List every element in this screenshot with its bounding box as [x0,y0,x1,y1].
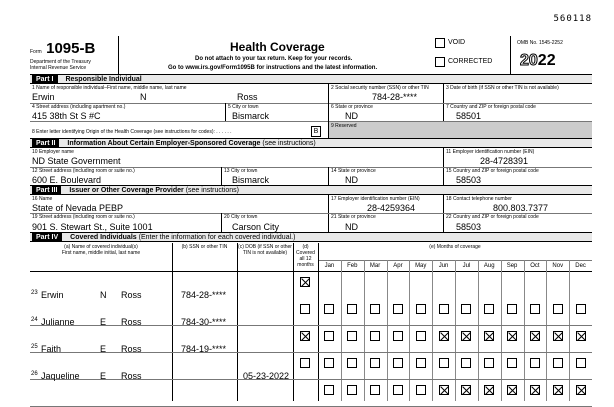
field20-label: 20 City or town [224,214,258,220]
month-checkbox-may[interactable] [416,304,426,314]
field2-label: 2 Social security number (SSN) or other TIN [331,85,429,91]
col-c-line2: TIN is not available) [242,250,288,256]
part3-header [30,185,592,195]
notice-attach: Do not attach to your tax return. Keep for your records. [195,56,353,62]
part2-title-note: (see instructions) [262,140,316,147]
part3-title: Issuer or Other Coverage Provider [69,187,184,194]
part3-tag: Part III [32,186,61,195]
row-first-name: Erwin [41,290,64,300]
all-12-months-checkbox[interactable] [300,331,310,341]
month-checkbox-jul[interactable] [461,304,471,314]
row-first-name: Julianne [41,317,75,327]
month-header-dec: Dec [575,263,586,269]
field8-label: 8 Enter letter identifying Origin of the Health Coverage (see instructions for codes): . . . . . . [32,129,232,135]
irs-name: Internal Revenue Service [30,65,87,71]
month-checkbox-sep[interactable] [507,385,517,395]
field19-label: 19 Street address (including room or suite no.) [32,214,135,220]
year-suffix: 22 [537,52,556,69]
field16-label: 16 Name [32,196,53,202]
field15-value: 58503 [456,175,482,185]
field4-value: 415 38th St S #C [32,111,101,121]
field20-value: Carson City [232,222,280,232]
field21-value: ND [345,222,358,232]
month-checkbox-aug[interactable] [484,385,494,395]
field13-value: Bismarck [232,175,270,185]
month-checkbox-dec[interactable] [576,304,586,314]
month-checkbox-mar[interactable] [370,331,380,341]
field18-value: 800.803.7377 [493,203,549,213]
month-header-jul: Jul [462,263,471,269]
month-checkbox-jun[interactable] [439,385,449,395]
month-checkbox-nov[interactable] [553,331,563,341]
month-checkbox-mar[interactable] [370,304,380,314]
field7-value: 58501 [456,111,482,121]
month-checkbox-apr[interactable] [393,385,403,395]
part1-tag: Part I [32,75,58,84]
month-checkbox-sep[interactable] [507,358,517,368]
field1-middle: N [140,92,147,102]
month-checkbox-jan[interactable] [324,304,334,314]
void-label: VOID [448,39,466,46]
month-checkbox-jul[interactable] [461,331,471,341]
dept-treasury: Department of the Treasury [30,59,91,65]
col-b-header: (b) SSN or other TIN [181,244,228,250]
field22-value: 58503 [456,222,482,232]
all-12-months-checkbox[interactable] [300,358,310,368]
month-header-jun: Jun [438,263,449,269]
row-last-name: Ross [121,317,142,327]
month-checkbox-aug[interactable] [484,358,494,368]
month-header-aug: Aug [483,263,495,269]
year-prefix: 20 [520,52,538,69]
field9-reserved-area [329,122,592,139]
month-checkbox-feb[interactable] [347,385,357,395]
month-header-sep: Sep [506,263,518,269]
row-ssn: 784-19-**** [181,344,227,354]
row-first-name: Faith [41,344,62,354]
part1-title: Responsible Individual [65,76,142,83]
field2-value: 784-28-**** [372,92,418,102]
part2-tag: Part II [32,139,59,148]
month-checkbox-jun[interactable] [439,358,449,368]
month-checkbox-apr[interactable] [393,331,403,341]
field22-label: 22 Country and ZIP or foreign postal code [446,214,539,220]
part4-title-note: (Enter the information for each covered individual.) [138,234,296,241]
field18-label: 18 Contact telephone number [446,196,512,202]
month-checkbox-oct[interactable] [530,358,540,368]
month-checkbox-dec[interactable] [576,331,586,341]
row-number: 24 [31,317,38,323]
row-middle-initial: E [100,317,107,327]
form-title: Health Coverage [230,40,325,54]
row-middle-initial: E [100,371,107,381]
col-d-header [293,244,318,268]
month-checkbox-sep[interactable] [507,331,517,341]
col-a-line1: (a) Name of covered individual(s) [64,244,138,250]
month-checkbox-feb[interactable] [347,304,357,314]
field7-label: 7 Country and ZIP or foreign postal code [446,104,536,110]
part4-tag: Part IV [32,233,62,242]
month-checkbox-jan[interactable] [324,385,334,395]
col-c-header [237,244,293,256]
corrected-checkbox[interactable] [435,57,445,67]
month-checkbox-feb[interactable] [347,358,357,368]
row-last-name: Ross [121,344,142,354]
month-checkbox-dec[interactable] [576,358,586,368]
row-middle-initial: N [100,290,107,300]
field13-label: 13 City or town [224,168,258,174]
field1-last: Ross [237,92,258,102]
month-checkbox-aug[interactable] [484,331,494,341]
row-number: 25 [31,344,38,350]
field3-label: 3 Date of birth (if SSN or other TIN is not available) [446,85,559,91]
month-header-feb: Feb [347,263,358,269]
corner-code: 560118 [553,14,592,24]
part4-title: Covered Individuals [70,234,137,241]
part1-header [30,74,592,84]
month-checkbox-oct[interactable] [530,304,540,314]
field5-label: 5 City or town [228,104,259,110]
col-a-line2: First name, middle initial, last name [61,250,141,256]
month-header-jan: Jan [324,263,335,269]
month-checkbox-jul[interactable] [461,385,471,395]
row-number: 23 [31,290,38,296]
field10-value: ND State Government [32,156,121,166]
field12-label: 12 Street address (including room or suite no.) [32,168,135,174]
row-last-name: Ross [121,290,142,300]
month-checkbox-jun[interactable] [439,304,449,314]
part3-title-note: (see instructions) [185,187,239,194]
field5-value: Bismarck [232,111,270,121]
field9-label: 9 Reserved [331,123,357,129]
field8-origin-box[interactable] [311,126,321,137]
month-checkbox-nov[interactable] [553,304,563,314]
row-ssn: 784-30-**** [181,317,227,327]
month-checkbox-aug[interactable] [484,304,494,314]
month-header-may: May [415,263,427,269]
field19-value: 901 S. Stewart St., Suite 1001 [32,222,153,232]
field15-label: 15 Country and ZIP or foreign postal code [446,168,539,174]
col-c-line1: (c) DOB (if SSN or other [238,244,292,250]
form-number [30,40,95,58]
row-last-name: Ross [121,371,142,381]
field17-label: 17 Employer identification number (EIN) [331,196,420,202]
month-checkbox-oct[interactable] [530,331,540,341]
part2-header [30,138,592,148]
corrected-label: CORRECTED [448,58,493,65]
field14-value: ND [345,175,358,185]
row-ssn: 784-28-**** [181,290,227,300]
row-first-name: Jaqueline [41,371,80,381]
field16-value: State of Nevada PEBP [32,203,124,213]
notice-instructions: Go to www.irs.gov/Form1095B for instructions and the latest information. [168,65,378,71]
field4-label: 4 Street address (including apartment no.) [32,104,126,110]
field10-label: 10 Employer name [32,149,74,155]
field6-label: 6 State or province [331,104,373,110]
field17-value: 28-4259364 [367,203,416,213]
month-checkbox-may[interactable] [416,358,426,368]
form-prefix: Form [30,49,42,55]
month-checkbox-apr[interactable] [393,304,403,314]
col-d-line2: all 12 months [297,256,314,268]
void-checkbox[interactable] [435,38,445,48]
month-checkbox-apr[interactable] [393,358,403,368]
col-d-line1: (d) Covered [296,244,315,256]
form-id: 1095-B [46,40,96,57]
field6-value: ND [345,111,358,121]
month-checkbox-nov[interactable] [553,385,563,395]
all-12-months-checkbox[interactable] [300,277,310,287]
month-checkbox-mar[interactable] [370,358,380,368]
part4-header [30,232,592,242]
col-e-header: (e) Months of coverage [429,244,481,250]
month-checkbox-jan[interactable] [324,331,334,341]
month-checkbox-sep[interactable] [507,304,517,314]
field11-value: 28-4728391 [480,156,529,166]
row-number: 26 [31,371,38,377]
month-checkbox-jul[interactable] [461,358,471,368]
field8-value: B [313,128,319,135]
month-checkbox-jan[interactable] [324,358,334,368]
month-header-mar: Mar [369,263,381,269]
omb-number: OMB No. 1545-2252 [517,40,563,46]
row-middle-initial: E [100,344,107,354]
row-dob: 05-23-2022 [243,371,290,381]
month-checkbox-feb[interactable] [347,331,357,341]
month-checkbox-nov[interactable] [553,358,563,368]
month-checkbox-oct[interactable] [530,385,540,395]
tax-year [520,52,556,70]
field1-first: Erwin [32,92,55,102]
col-a-header [30,244,172,256]
month-checkbox-may[interactable] [416,385,426,395]
month-header-oct: Oct [530,263,540,269]
month-checkbox-mar[interactable] [370,385,380,395]
month-header-apr: Apr [393,263,403,269]
month-checkbox-may[interactable] [416,331,426,341]
field11-label: 11 Employer identification number (EIN) [446,149,535,155]
month-checkbox-jun[interactable] [439,331,449,341]
month-header-nov: Nov [552,263,564,269]
month-checkbox-dec[interactable] [576,385,586,395]
field12-value: 600 E. Boulevard [32,175,102,185]
all-12-months-checkbox[interactable] [300,304,310,314]
field14-label: 14 State or province [331,168,376,174]
field1-label: 1 Name of responsible individual–First name, middle name, last name [32,85,187,91]
part2-title: Information About Certain Employer-Sponsored Coverage [67,140,261,147]
field21-label: 21 State or province [331,214,376,220]
